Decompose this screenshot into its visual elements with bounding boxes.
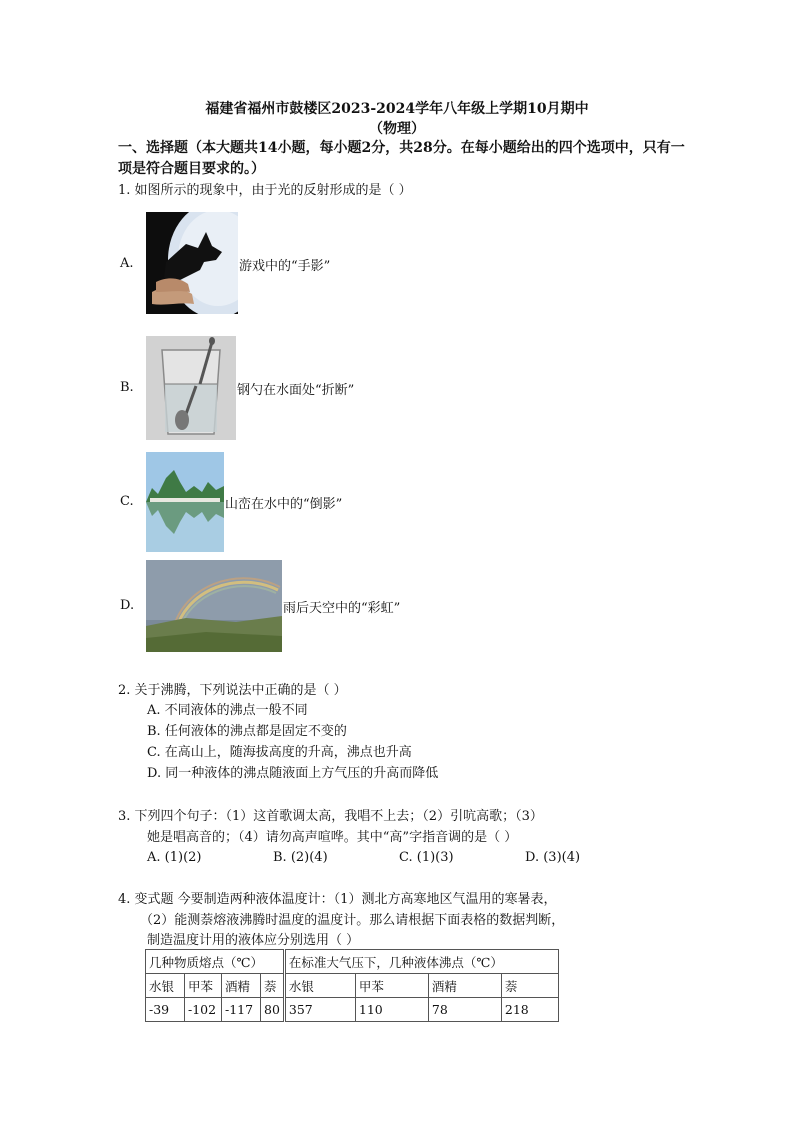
q2-option-a: A. 不同液体的沸点一般不同 bbox=[147, 703, 308, 718]
table-row bbox=[146, 998, 559, 1022]
q1-option-a-letter: A. bbox=[120, 256, 134, 271]
q2-option-c: C. 在高山上，随海拔高度的升高，沸点也升高 bbox=[147, 745, 412, 760]
rainbow-image bbox=[146, 560, 282, 652]
melting-point-header: 几种物质熔点（℃） bbox=[146, 950, 285, 974]
q1-option-c-text: 山峦在水中的“倒影” bbox=[225, 497, 343, 512]
question-1-stem: 1. 如图所示的现象中，由于光的反射形成的是（ ） bbox=[118, 183, 412, 198]
q3-option-c: C. (1)(3) bbox=[399, 850, 454, 865]
question-4-stem-line3: 制造温度计用的液体应分别选用（ ） bbox=[147, 933, 360, 948]
q1-option-b-text: 钢勺在水面处“折断” bbox=[237, 383, 355, 398]
table-cell: 110 bbox=[355, 998, 428, 1022]
q1-option-d-letter: D. bbox=[120, 598, 135, 613]
question-3-stem-line1: 3. 下列四个句子：（1）这首歌调太高，我唱不上去；（2）引吭高歌；（3） bbox=[118, 809, 543, 824]
exam-title: 福建省福州市鼓楼区2023-2024学年八年级上学期10月期中 bbox=[205, 101, 589, 117]
table-cell: -117 bbox=[222, 998, 261, 1022]
boiling-point-header: 在标准大气压下，几种液体沸点（℃） bbox=[284, 950, 558, 974]
q2-option-d: D. 同一种液体的沸点随液面上方气压的升高而降低 bbox=[147, 766, 439, 781]
table-cell: 酒精 bbox=[222, 974, 261, 998]
question-4-stem-line2: （2）能测萘熔液沸腾时温度的温度计。那么请根据下面表格的数据判断， bbox=[140, 913, 565, 928]
table-cell: -39 bbox=[146, 998, 185, 1022]
question-2-stem: 2. 关于沸腾，下列说法中正确的是（ ） bbox=[118, 683, 347, 698]
q1-option-a-text: 游戏中的“手影” bbox=[239, 259, 331, 274]
exam-subject: （物理） bbox=[369, 121, 425, 137]
q3-option-a: A. (1)(2) bbox=[147, 850, 202, 865]
table-cell: -102 bbox=[185, 998, 222, 1022]
data-table bbox=[145, 949, 559, 1022]
table-cell: 萘 bbox=[501, 974, 558, 998]
table-header-row bbox=[146, 950, 559, 974]
q1-option-c-letter: C. bbox=[120, 494, 134, 509]
table-cell: 水银 bbox=[284, 974, 355, 998]
mountain-reflection-image bbox=[146, 452, 224, 552]
table-row bbox=[146, 974, 559, 998]
section-heading: 一、选择题（本大题共14小题，每小题2分，共28分。在每小题给出的四个选项中，只有一项是符合题目要求的。） bbox=[118, 140, 685, 177]
question-3-stem-line2: 她是唱高音的；（4）请勿高声喧哗。其中“高”字指音调的是（ ） bbox=[147, 830, 518, 845]
q1-option-b-letter: B. bbox=[120, 380, 134, 395]
table-cell: 甲苯 bbox=[185, 974, 222, 998]
table-cell: 218 bbox=[501, 998, 558, 1022]
question-4-stem-line1: 4. 变式题 今要制造两种液体温度计：（1）测北方高寒地区气温用的寒暑表， bbox=[118, 892, 557, 907]
q3-option-b: B. (2)(4) bbox=[273, 850, 328, 865]
table-cell: 酒精 bbox=[428, 974, 501, 998]
table-cell: 78 bbox=[428, 998, 501, 1022]
spoon-in-water-image bbox=[146, 336, 236, 440]
q2-option-b: B. 任何液体的沸点都是固定不变的 bbox=[147, 724, 347, 739]
table-cell: 萘 bbox=[261, 974, 285, 998]
q3-option-d: D. (3)(4) bbox=[525, 850, 581, 865]
table-cell: 357 bbox=[284, 998, 355, 1022]
q1-option-d-text: 雨后天空中的“彩虹” bbox=[283, 601, 401, 616]
table-cell: 80 bbox=[261, 998, 285, 1022]
table-cell: 水银 bbox=[146, 974, 185, 998]
hand-shadow-image bbox=[146, 212, 238, 314]
table-cell: 甲苯 bbox=[355, 974, 428, 998]
